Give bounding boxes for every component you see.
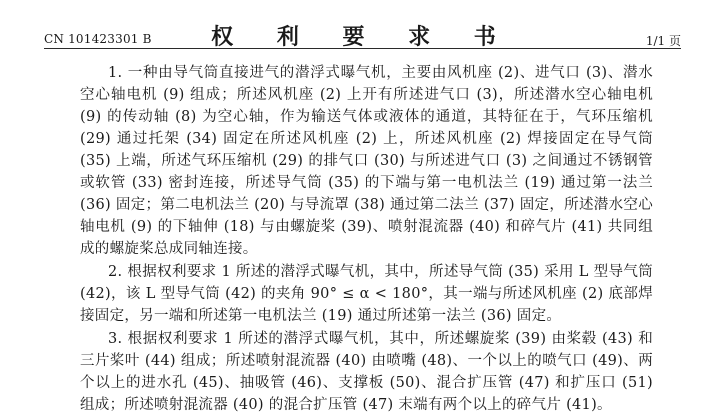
claim-1: 1. 一种由导气筒直接进气的潜浮式曝气机，主要由风机座 (2)、进气口 (3)、潜水空心轴电机 (9) 组成；所述风机座 (2) 上开有所述进气口 (3)，所述潜水空心轴电机 (9) 的传动轴 (8) 为空心轴，作为输送气体或液体的通道，其特征在于，气环压缩机 (29) 通过托架 (34) 固定在所述风机座 (2) 上，所述风机座 (2) 焊接固定在导气筒 (35) 上端，所述气环压缩机 (29) 的排气口 (30) 与所述进气口 (3) 之间通过不锈钢管或软管 (33) 密封连接，所述导气筒 (35) 的下端与第一电机法兰 (19) 通过第一法兰 (36) 固定；第二电机法兰 (20) 与导流罩 (38) 通过第二法兰 (37) 固定，所述潜水空心轴电机 (9) 的下轴伸 (18) 与由螺旋桨 (39)、喷射混流器 (40) 和碎气片 (41) 共同组成的螺旋桨总成同轴连接。 (80, 65, 653, 257)
header-divider (44, 48, 681, 49)
claims-body (80, 62, 653, 417)
page-number: 1/1 页 (645, 34, 681, 48)
document-title: 权 利 要 求 书 (211, 24, 514, 50)
claim-3: 3. 根据权利要求 1 所述的潜浮式曝气机，其中，所述螺旋桨 (39) 由桨毂 (43) 和三片桨叶 (44) 组成；所述喷射混流器 (40) 由喷嘴 (48)、一个以上的喷气口 (49)、两个以上的进水孔 (45)、抽吸管 (46)、支撑板 (50)、混合扩压管 (47) 和扩压口 (51) 组成；所述喷射混流器 (40) 的混合扩压管 (47) 末端有两个以上的碎气片 (41)。 (80, 331, 653, 413)
page-header (44, 18, 681, 48)
claim-2: 2. 根据权利要求 1 所述的潜浮式曝气机，其中，所述导气筒 (35) 采用 L 型导气筒 (42)，该 L 型导气筒 (42) 的夹角 90° ≤ α < 180°，其一端与所述风机座 (2) 底部焊接固定，另一端和所述第一电机法兰 (19) 通过所述第一法兰 (36) 固定。 (80, 264, 653, 324)
patent-number: CN 101423301 B (44, 32, 152, 46)
